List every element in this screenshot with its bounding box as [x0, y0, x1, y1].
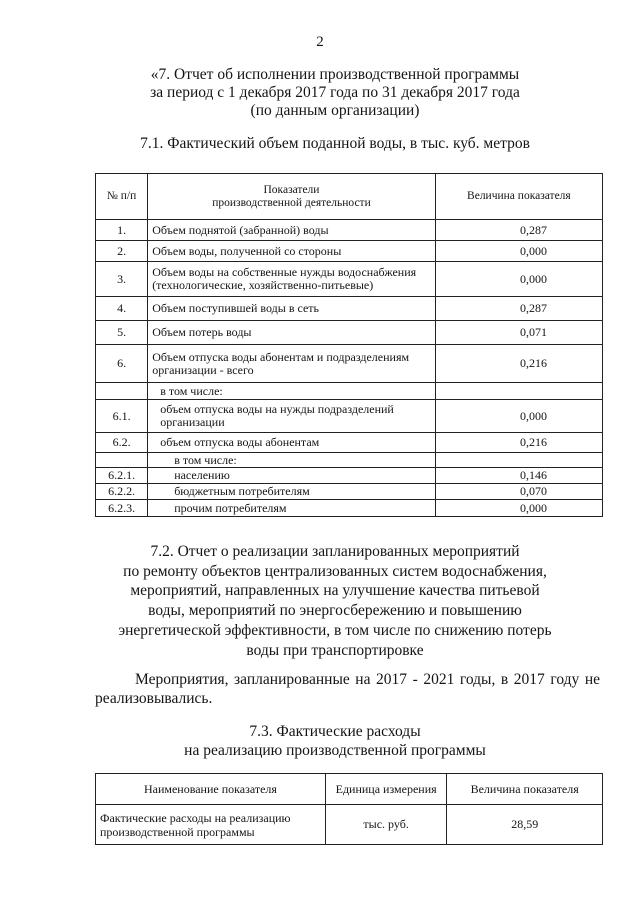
- table-row: [96, 500, 603, 517]
- water-volume-table: [95, 173, 603, 517]
- table-row: [96, 400, 603, 433]
- section-72-title-line: воды, мероприятий по энергосбережению и повышению: [148, 602, 522, 620]
- header-indicator-line1: Показатели: [263, 183, 320, 196]
- row-value: 0,287: [435, 297, 602, 321]
- expense-value: 28,59: [447, 805, 603, 845]
- section-73-title: [150, 722, 520, 760]
- row-name: объем отпуска воды на нужды подразделений организации: [148, 400, 436, 433]
- row-value: 0,146: [435, 468, 602, 484]
- plans-paragraph-line1: Мероприятия, запланированные на 2017 - 2021 годы, в 2017 году не: [135, 671, 600, 688]
- table-row: [96, 297, 603, 321]
- header-value: Величина показателя: [447, 774, 603, 805]
- header-unit: Единица измерения: [325, 774, 446, 805]
- section-72-title-line: мероприятий, направленных на улучшение качества питьевой: [130, 582, 540, 600]
- section-72-title-line: воды при транспортировке: [246, 641, 424, 659]
- row-value: 0,000: [435, 400, 602, 433]
- header-indicator-line2: производственной деятельности: [212, 196, 371, 209]
- table-row: [96, 220, 603, 241]
- row-name: населению: [148, 468, 436, 484]
- row-num: 6.2.1.: [96, 468, 148, 484]
- section-72-title: [110, 542, 560, 660]
- section-73-title-line2: на реализацию производственной программы: [184, 742, 486, 759]
- section-73-title-line1: 7.3. Фактические расходы: [249, 723, 421, 740]
- row-num: 4.: [96, 297, 148, 321]
- table-row: [96, 453, 603, 468]
- report-heading-line3: (по данным организации): [250, 102, 420, 119]
- header-value: Величина показателя: [435, 174, 602, 220]
- row-value: 0,216: [435, 345, 602, 383]
- row-name: объем отпуска воды абонентам: [148, 433, 436, 453]
- row-num: 6.: [96, 345, 148, 383]
- expenses-table: [95, 773, 603, 845]
- row-name: Объем поступившей воды в сеть: [148, 297, 436, 321]
- expense-name-line1: Фактические расходы на реализацию: [100, 810, 291, 825]
- row-num: [96, 383, 148, 400]
- row-value: 0,000: [435, 241, 602, 262]
- table-row: [96, 484, 603, 500]
- page-number: 2: [316, 34, 324, 50]
- row-name: в том числе:: [148, 453, 436, 468]
- row-num: 3.: [96, 262, 148, 297]
- table-row: [96, 468, 603, 484]
- table-row: [96, 805, 603, 845]
- row-value: 0,216: [435, 433, 602, 453]
- report-heading: [150, 66, 520, 120]
- table-header-row: [96, 774, 603, 805]
- row-num: 6.1.: [96, 400, 148, 433]
- row-value: [435, 453, 602, 468]
- row-name: в том числе:: [148, 383, 436, 400]
- row-name: прочим потребителям: [148, 500, 436, 517]
- report-heading-line2: за период с 1 декабря 2017 года по 31 декабря 2017 года: [150, 84, 520, 101]
- table-header-row: [96, 174, 603, 220]
- table-row: [96, 262, 603, 297]
- row-value: [435, 383, 602, 400]
- row-num: 5.: [96, 321, 148, 345]
- table-row: [96, 321, 603, 345]
- row-num: 6.2.3.: [96, 500, 148, 517]
- section-72-title-line: энергетической эффективности, в том числе по снижению потерь: [118, 621, 552, 639]
- row-name: Объем потерь воды: [148, 321, 436, 345]
- header-indicator-name: Наименование показателя: [96, 774, 326, 805]
- table-row: [96, 383, 603, 400]
- plans-paragraph: [95, 670, 600, 708]
- row-num: [96, 453, 148, 468]
- row-num: 6.2.: [96, 433, 148, 453]
- report-heading-line1: «7. Отчет об исполнении производственной программы: [150, 66, 520, 83]
- header-indicator: [148, 174, 436, 220]
- row-value: 0,000: [435, 500, 602, 517]
- row-num: 2.: [96, 241, 148, 262]
- row-value: 0,070: [435, 484, 602, 500]
- plans-paragraph-line2: реализовывались.: [95, 690, 213, 707]
- table-row: [96, 345, 603, 383]
- table-row: [96, 241, 603, 262]
- row-name: Объем воды на собственные нужды водоснабжения (технологические, хозяйственно-питьевые): [148, 262, 436, 297]
- table-row: [96, 433, 603, 453]
- row-name: Объем отпуска воды абонентам и подразделениям организации - всего: [148, 345, 436, 383]
- row-value: 0,287: [435, 220, 602, 241]
- row-name: бюджетным потребителям: [148, 484, 436, 500]
- section-72-title-line: 7.2. Отчет о реализации запланированных мероприятий: [150, 543, 520, 560]
- section-72-title-line: по ремонту объектов централизованных систем водоснабжения,: [123, 562, 547, 580]
- expense-name: [96, 805, 326, 845]
- section-71-title: 7.1. Фактический объем поданной воды, в тыс. куб. метров: [140, 135, 530, 152]
- row-num: 6.2.2.: [96, 484, 148, 500]
- row-name: Объем поднятой (забранной) воды: [148, 220, 436, 241]
- row-name: Объем воды, полученной со стороны: [148, 241, 436, 262]
- row-num: 1.: [96, 220, 148, 241]
- row-value: 0,000: [435, 262, 602, 297]
- header-num: № п/п: [96, 174, 148, 220]
- expense-name-line2: производственной программы: [100, 824, 255, 839]
- row-value: 0,071: [435, 321, 602, 345]
- expense-unit: тыс. руб.: [325, 805, 446, 845]
